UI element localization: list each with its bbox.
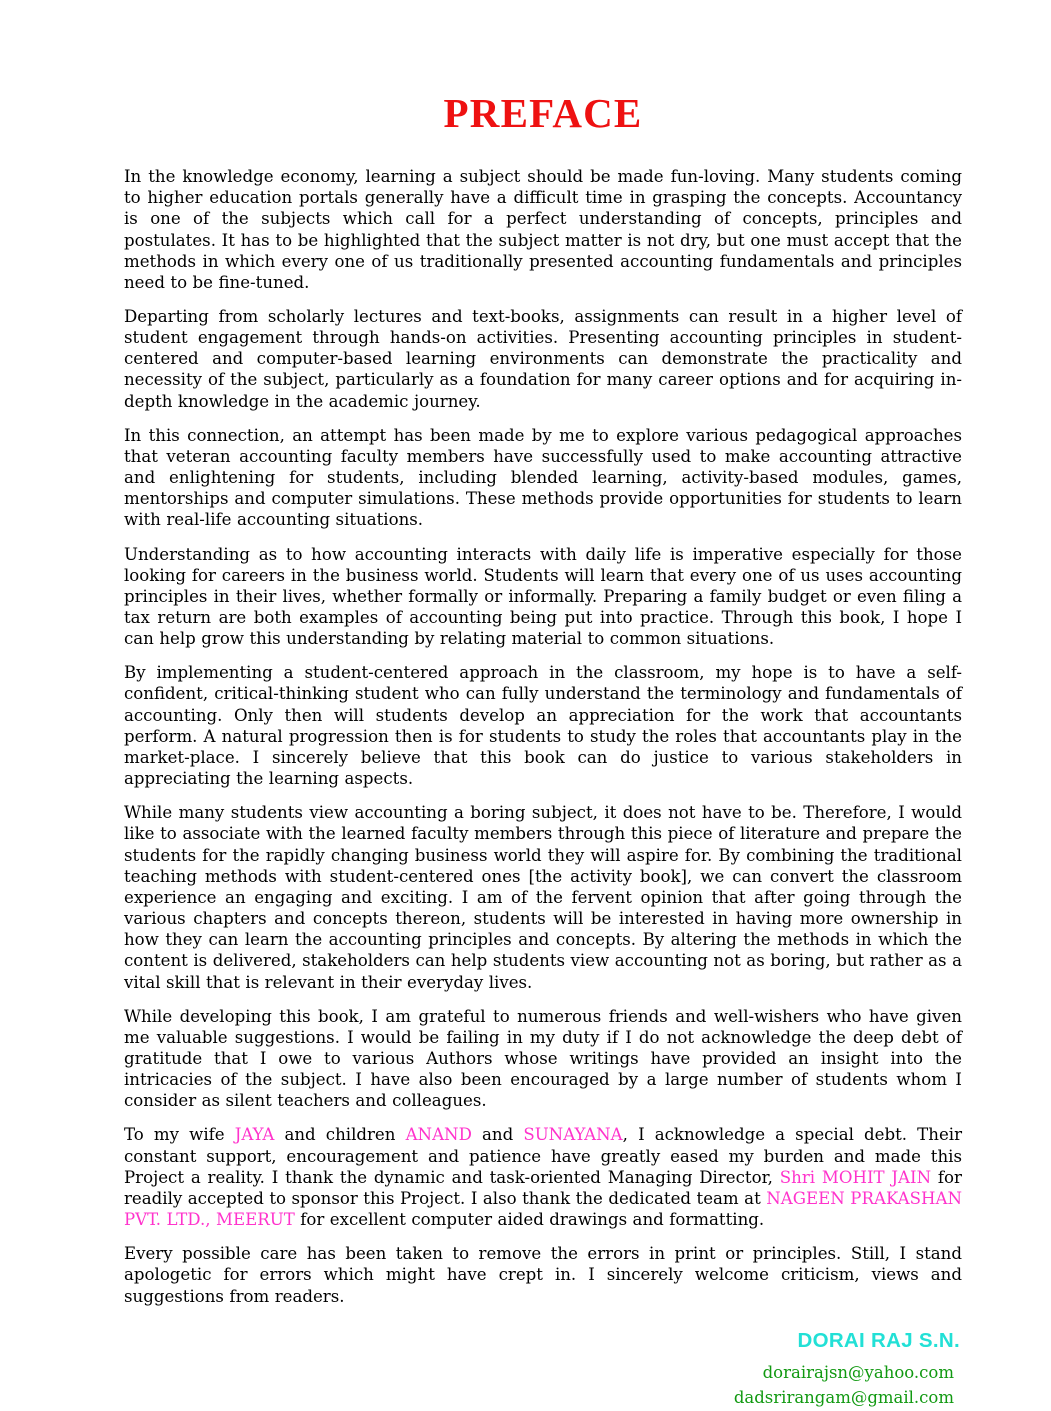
child-name-1: ANAND [405,1125,472,1145]
author-email-primary: dorairajsn@yahoo.com [762,1362,954,1382]
wife-name: JAYA [234,1125,275,1145]
page-title: PREFACE [443,90,643,136]
ack-text-4: , I acknowledge a special debt. Their constant support, encouragement and patience have greatly eased my burden and made this Project a reality. I thank the dynamic and task-oriented Managing Director, [124,1125,963,1187]
publisher-name: NAGEEN PRAKASHAN PVT. LTD., MEERUT [124,1188,963,1230]
paragraph-6: While many students view accounting a boring subject, it does not have to be. Therefore, I would like to associate with the learned faculty members through this piece of literature and prepare the students for the rapidly changing business world they will aspire for. By combining the traditional teaching methods with student-centered ones [the activity book], we can convert the classroom experience an engaging and exciting. I am of the fervent opinion that after going through the various chapters and concepts thereon, students will be interested in having more ownership in how they can learn the accounting principles and concepts. By altering the methods in which the content is delivered, stakeholders can help students view accounting not as boring, but rather as a vital skill that is relevant in their everyday lives. [124,803,962,992]
acknowledgement-paragraph [124,1124,962,1230]
signature-block [124,1329,962,1411]
ack-text-6: for excellent computer aided drawings and formatting. [294,1210,765,1230]
ack-text-2: and children [274,1125,406,1145]
paragraph-4: Understanding as to how accounting interacts with daily life is imperative especially for those looking for careers in the business world. Students will learn that every one of us uses accounting principles in their lives, whether formally or informally. Preparing a family budget or even filing a tax return are both examples of accounting being put into practice. Through this book, I hope I can help grow this understanding by relating material to common situations. [124,544,962,649]
author-email-secondary: dadsrirangam@gmail.com [733,1388,954,1408]
director-name: Shri MOHIT JAIN [779,1167,932,1187]
document-body [124,92,962,1411]
ack-text-5: for readily accepted to sponsor this Project. I also thank the dedicated team at [124,1167,962,1208]
ack-text-3: and [471,1125,524,1145]
child-name-2: SUNAYANA [523,1125,623,1145]
author-name: DORAI RAJ S.N. [797,1328,960,1352]
paragraph-2: Departing from scholarly lectures and text-books, assignments can result in a higher level of student engagement through hands-on activities. Presenting accounting principles in student-centered and computer-based learning environments can demonstrate the practicality and necessity of the subject, particularly as a foundation for many career options and for acquiring in-depth knowledge in the academic journey. [124,306,962,411]
ack-text-1: To my wife [124,1125,235,1145]
paragraph-1: In the knowledge economy, learning a subject should be made fun-loving. Many students coming to higher education portals generally have a difficult time in grasping the concepts. Accountancy is one of the subjects which call for a perfect understanding of concepts, principles and postulates. It has to be highlighted that the subject matter is not dry, but one must accept that the methods in which every one of us traditionally presented accounting fundamentals and principles need to be fine-tuned. [124,167,962,292]
paragraph-7: While developing this book, I am grateful to numerous friends and well-wishers who have given me valuable suggestions. I would be failing in my duty if I do not acknowledge the deep debt of gratitude that I owe to various Authors whose writings have provided an insight into the intricacies of the subject. I have also been encouraged by a large number of students whom I consider as silent teachers and colleagues. [124,1006,962,1111]
closing-paragraph: Every possible care has been taken to remove the errors in print or principles. Still, I stand apologetic for errors which might have crept in. I sincerely welcome criticism, views and suggestions from readers. [124,1244,962,1306]
paragraph-5: By implementing a student-centered approach in the classroom, my hope is to have a self-confident, critical-thinking student who can fully understand the terminology and fundamentals of accounting. Only then will students develop an appreciation for the work that accountants perform. A natural progression then is for students to study the roles that accountants play in the market-place. I sincerely believe that this book can do justice to various stakeholders in appreciating the learning aspects. [124,663,962,789]
paragraph-3: In this connection, an attempt has been made by me to explore various pedagogical approaches that veteran accounting faculty members have successfully used to make accounting attractive and enlightening for students, including blended learning, activity-based modules, games, mentorships and computer simulations. These methods provide opportunities for students to learn with real-life accounting situations. [124,425,962,530]
